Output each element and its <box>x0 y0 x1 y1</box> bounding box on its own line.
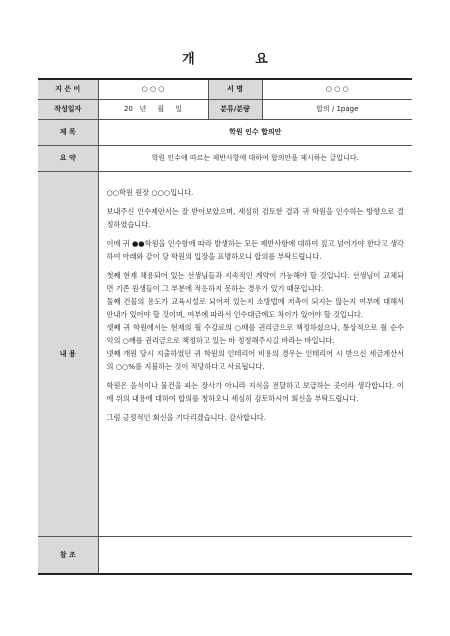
content-body <box>98 171 412 536</box>
content-paragraph: 둘째 건물의 용도가 교육시설로 되어져 있는지 소방법에 저촉이 되지는 않는지 여부에 대해서 안내가 있어야 할 것이며, 여부에 따라서 인수대금에도 차이가 있어야 할 것입니다. <box>106 296 404 319</box>
content-paragraph: 그럼 긍정적인 회신을 기다리겠습니다. 감사합니다. <box>106 412 267 422</box>
signature-label: 서 명 <box>208 79 262 99</box>
date-value: 20 년 월 일 <box>98 99 208 119</box>
content-paragraph: 보내주신 인수제안서는 잘 받아보았으며, 세심히 검토한 결과 귀 학원을 인수하는 방향으로 결정하였습니다. <box>106 206 404 229</box>
summary-value: 학원 인수에 따르는 제반사항에 대하여 합의안을 제시하는 글입니다. <box>98 145 412 171</box>
overview-form <box>38 78 412 575</box>
category-value: 합의 / 1page <box>262 99 412 119</box>
date-label: 작성일자 <box>38 99 98 119</box>
content-label: 내 용 <box>38 171 98 536</box>
signature-value: ○ ○ ○ <box>262 79 412 99</box>
category-label: 분류/분량 <box>208 99 262 119</box>
content-paragraph: 넷째 개원 당시 지출하였던 귀 학원의 인테리어 비용의 경우는 인테리어 시 받으신 세금계산서의 ○○%를 지불하는 것이 적당하다고 사료됩니다. <box>106 348 404 371</box>
content-paragraph: 이에 귀 ●●학원을 인수함에 따라 발생하는 모든 제반사항에 대하여 짚고 넘어가야 한다고 생각하여 아래와 같이 당 학원의 입장을 표명하오니 합의를 부탁드립니다. <box>106 238 404 261</box>
content-paragraph: 학원은 음식이나 물건을 파는 장사가 아니라 지식을 전달하고 보급하는 곳이라 생각합니다. 이에 위의 내용에 대하여 합의를 청하오니 세심히 검토하시어 회신을 부탁드립니다. <box>106 380 404 403</box>
subject-label: 제 목 <box>38 119 98 145</box>
document-title: 개 요 <box>182 52 296 67</box>
subject-value: 학원 인수 합의안 <box>98 119 412 145</box>
reference-value <box>98 536 412 574</box>
author-label: 지 은 이 <box>38 79 98 99</box>
content-paragraph: 첫째 현재 채용되어 있는 선생님들과 지속적인 계약이 가능해야 할 것입니다. 선생님이 교체되면 기존 원생들이 그 부분에 적응하지 못하는 경우가 있기 때문입니다. <box>106 270 404 293</box>
reference-label: 참 조 <box>38 536 98 574</box>
author-value: ○ ○ ○ <box>98 79 208 99</box>
content-paragraph: 셋째 귀 학원에서는 현재의 월 수강료의 ○배를 권리금으로 책정하셨으나, 통상적으로 월 순수익의 ○배를 권리금으로 책정하고 있는 바 정정해주시길 바라는 바입니다. <box>106 322 404 345</box>
content-paragraph: ○○학원 원장 ○○○입니다. <box>106 187 194 197</box>
summary-label: 요 약 <box>38 145 98 171</box>
